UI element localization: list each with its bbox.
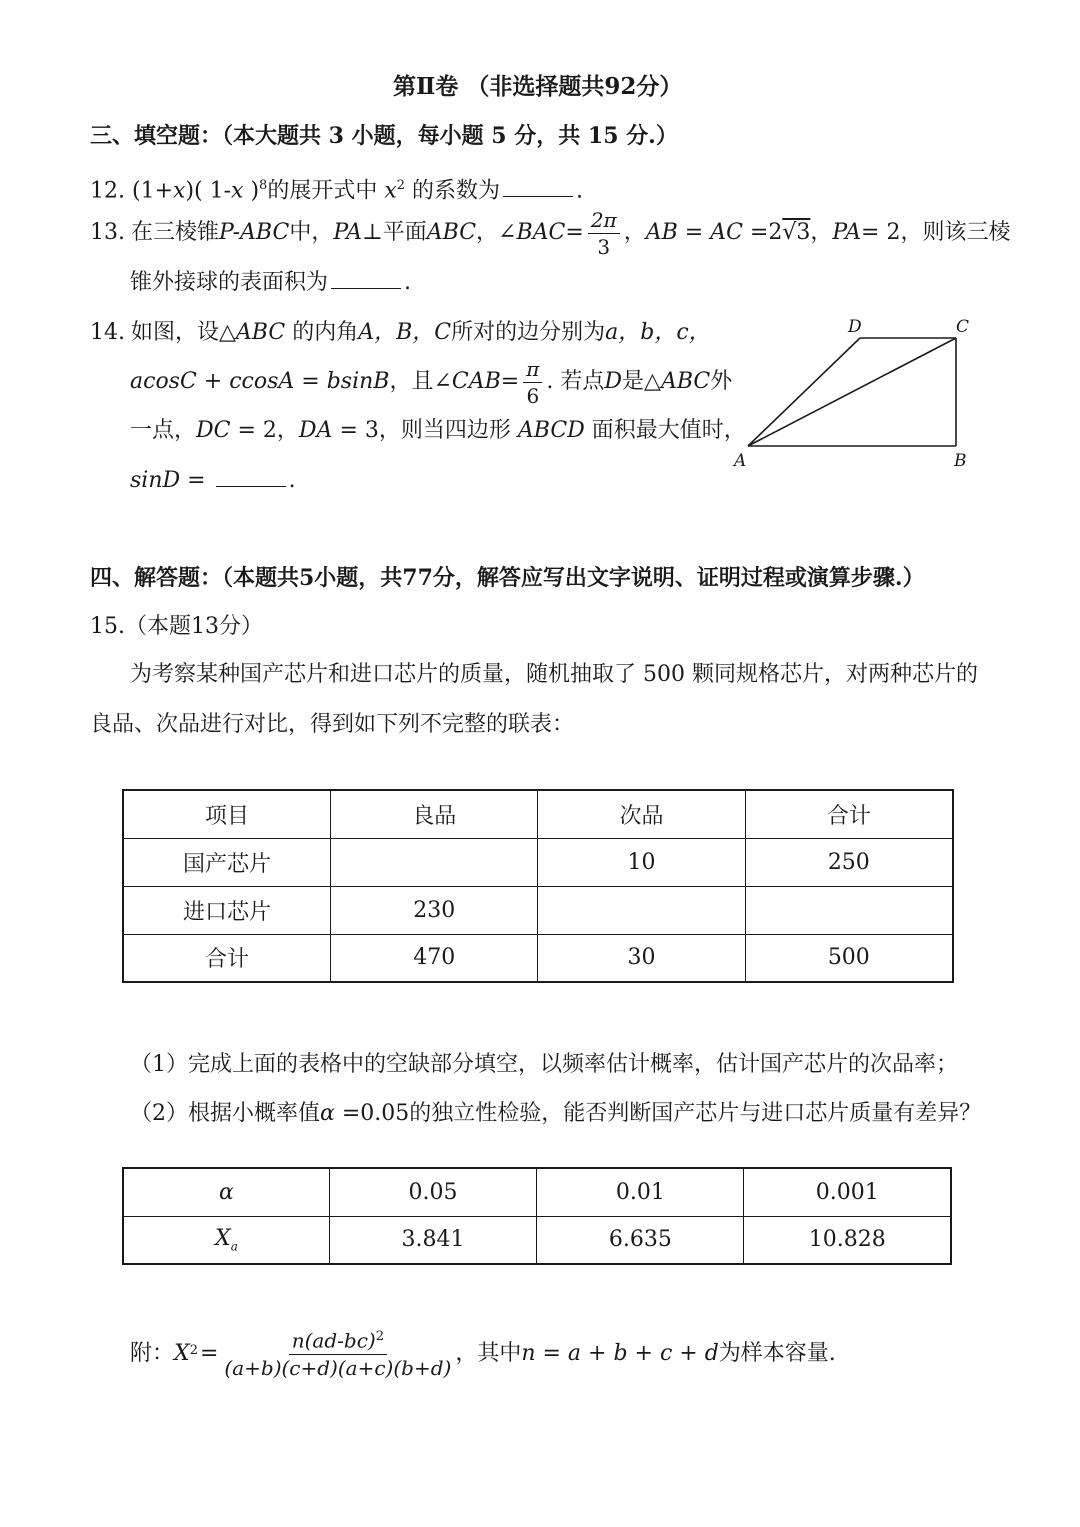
edge-da (748, 338, 860, 446)
q12-text-e: 的系数为 (405, 178, 501, 204)
q13-frac-den: 3 (597, 234, 611, 259)
alpha-label: α (123, 1168, 329, 1216)
critical-value-table (122, 1167, 952, 1265)
question-12 (90, 171, 583, 206)
q13-frac-num: 2π (588, 210, 620, 234)
q14-l2-abc: ABC (660, 369, 711, 394)
critical-value: 10.828 (744, 1216, 951, 1264)
table-cell: 30 (538, 934, 745, 982)
q14-l2-cab: CAB (451, 369, 501, 394)
table-cell-blank[interactable] (331, 838, 538, 886)
x-alpha-subscript: a (230, 1239, 238, 1254)
table-cell: 进口芯片 (123, 886, 331, 934)
q13-pa: PA (333, 220, 363, 245)
q12-text-d: 的展开式中 (267, 178, 385, 204)
formula-lhs-exp: 2 (189, 1343, 198, 1358)
table-row-total (123, 934, 953, 982)
q14-l1-abc: ABC (235, 320, 286, 345)
table-cell: 250 (745, 838, 953, 886)
q13-end: . (404, 270, 412, 295)
q13-fraction (588, 207, 620, 259)
q14-l3-dc: DC (196, 418, 231, 443)
q12-var-x3: x (384, 178, 397, 204)
formula-num-exp: 2 (375, 1329, 384, 1345)
q14-l2-e: 外 (710, 369, 733, 394)
q14-l3-abcd: ABCD (517, 418, 585, 443)
q13-number: 13. (90, 220, 125, 245)
label-b: B (954, 451, 967, 471)
question-14-line-2 (130, 352, 732, 412)
table-header-cell: 项目 (123, 790, 331, 838)
formula-prefix: 附： (130, 1341, 175, 1366)
q13-part-e: ， (623, 220, 646, 245)
q14-l1-vars: A，B，C (358, 320, 452, 345)
alpha-value: 0.01 (537, 1168, 744, 1216)
q13-abac: AB = AC = (645, 220, 769, 245)
section-4-header: 四、解答题：（本题共5小题，共77分，解答应写出文字说明、证明过程或演算步骤.） (90, 565, 925, 591)
q15-sub2-b: =0.05的独立性检验，能否判断国产芯片与进口芯片质量有差异？ (334, 1101, 982, 1126)
q12-exp2: 2 (396, 178, 406, 193)
q14-quadrilateral-figure (720, 312, 980, 477)
formula-num-wrap (289, 1330, 387, 1355)
q12-answer-blank[interactable] (503, 178, 573, 197)
q15-paragraph-line-1: 为考察某种国产芯片和进口芯片的质量，随机抽取了 500 颗同规格芯片，对两种芯片的 (130, 662, 978, 687)
label-d: D (848, 317, 862, 337)
q13-answer-blank[interactable] (331, 270, 401, 289)
q12-exp8: 8 (259, 178, 268, 193)
table-cell: 470 (331, 934, 538, 982)
table-cell-blank[interactable] (745, 886, 953, 934)
label-c: C (956, 317, 970, 337)
q13-eq: = (565, 220, 584, 245)
q13-abc: ABC (426, 220, 477, 245)
q14-l1-b: 的内角 (285, 320, 359, 345)
q15-sub-question-2 (130, 1099, 981, 1129)
q14-frac-den: 6 (526, 383, 540, 408)
formula-mid: ，其中 (455, 1341, 522, 1366)
section-3-header: 三、填空题：（本大题共 3 小题，每小题 5 分，共 15 分.） (90, 123, 678, 149)
table-cell: 合计 (123, 934, 331, 982)
alpha-value: 0.001 (744, 1168, 951, 1216)
q13-part-a: 在三棱锥 (131, 220, 220, 245)
q14-frac-num: π (523, 359, 542, 383)
q14-l3-b: = 2， (230, 418, 299, 443)
formula-den: (a+b)(c+d)(a+c)(b+d) (224, 1355, 452, 1380)
q13-pabc: P-ABC (219, 220, 290, 245)
q14-l2-eq: acosC + ccosA = bsinB (130, 369, 390, 394)
question-14-line-1 (90, 318, 711, 348)
q14-l1-c: 所对的边分别为 (451, 320, 606, 345)
q15-sub2-alpha: α (320, 1101, 335, 1126)
q13-bac: BAC (516, 220, 566, 245)
q12-text-c: ) (243, 178, 260, 204)
page-title: 第Ⅱ卷 （非选择题共92分） (393, 73, 683, 100)
question-13-line-1 (90, 203, 1010, 263)
alpha-row (123, 1168, 951, 1216)
q14-end: . (288, 468, 296, 493)
q12-var-x2: x (231, 178, 244, 204)
chi-square-formula (130, 1322, 836, 1386)
table-header-cell: 次品 (538, 790, 745, 838)
x-alpha-symbol: X (215, 1226, 231, 1252)
question-15-head: 15.（本题13分） (90, 614, 263, 639)
critical-value-label (123, 1216, 329, 1264)
formula-n-expr: n = a + b + c + d (521, 1341, 719, 1366)
formula-suffix: 为样本容量. (718, 1341, 836, 1366)
table-cell: 500 (745, 934, 953, 982)
q13-line-2-text: 锥外接球的表面积为 (130, 270, 329, 295)
q14-l4: sinD = (130, 468, 213, 493)
q15-paragraph-line-2: 良品、次品进行对比，得到如下列不完整的联表： (90, 712, 575, 737)
table-header-cell: 良品 (331, 790, 538, 838)
q12-text-a: (1+ (132, 178, 174, 204)
table-cell-blank[interactable] (538, 886, 745, 934)
q14-number: 14. (90, 320, 125, 345)
q12-end: . (576, 178, 584, 204)
critical-value-row (123, 1216, 951, 1264)
q13-two: 2 (768, 220, 783, 245)
formula-fraction (224, 1330, 451, 1378)
q13-part-c: ⊥平面 (362, 220, 427, 245)
critical-value: 6.635 (537, 1216, 744, 1264)
formula-num: n(ad-bc) (291, 1328, 376, 1353)
q13-part-d: ，∠ (476, 220, 517, 245)
q14-l2-a: ，且∠ (389, 369, 452, 394)
contingency-table (122, 789, 954, 983)
q14-fraction (523, 356, 542, 408)
table-cell: 230 (331, 886, 538, 934)
formula-lhs: X (174, 1341, 190, 1366)
q14-l1-sides: a，b，c， (605, 320, 711, 345)
q12-text-b: )( 1- (185, 178, 232, 204)
question-14-line-3 (130, 416, 746, 446)
table-cell: 10 (538, 838, 745, 886)
q13-pa2: PA (832, 220, 862, 245)
q14-figure-lines (748, 338, 956, 446)
label-a: A (734, 451, 747, 471)
q14-l2-c: 是△ (622, 369, 661, 394)
table-header-cell: 合计 (745, 790, 953, 838)
question-13-line-2 (130, 268, 411, 298)
q14-l3-da: DA (298, 418, 333, 443)
q13-sqrt: √3 (782, 220, 811, 245)
q13-part-g: = 2，则该三棱 (861, 220, 1011, 245)
q14-l3-a: 一点， (130, 418, 197, 443)
q14-l1-a: 如图，设△ (131, 320, 236, 345)
q14-l2-eq2: = (500, 369, 520, 394)
q14-l2-b: . 若点 (546, 369, 605, 394)
critical-value: 3.841 (329, 1216, 536, 1264)
diagonal-ac (748, 338, 956, 446)
alpha-value: 0.05 (329, 1168, 536, 1216)
q13-part-b: 中， (289, 220, 334, 245)
q13-part-f: ， (810, 220, 833, 245)
q15-sub-question-1: （1）完成上面的表格中的空缺部分填空，以频率估计概率，估计国产芯片的次品率； (130, 1052, 958, 1077)
q14-l2-d: D (604, 369, 623, 394)
table-header-row (123, 790, 953, 838)
table-row-imported (123, 886, 953, 934)
formula-eq: = (199, 1341, 219, 1366)
q14-l3-c: = 3，则当四边形 (332, 418, 518, 443)
table-cell: 国产芯片 (123, 838, 331, 886)
q15-sub2-a: （2）根据小概率值 (130, 1101, 320, 1126)
question-14-line-4 (130, 466, 296, 496)
q14-answer-blank[interactable] (216, 468, 286, 487)
table-row-domestic (123, 838, 953, 886)
q14-l3-d: 面积最大值时， (584, 418, 746, 443)
q12-number: 12. (90, 178, 125, 204)
q12-var-x: x (173, 178, 186, 204)
